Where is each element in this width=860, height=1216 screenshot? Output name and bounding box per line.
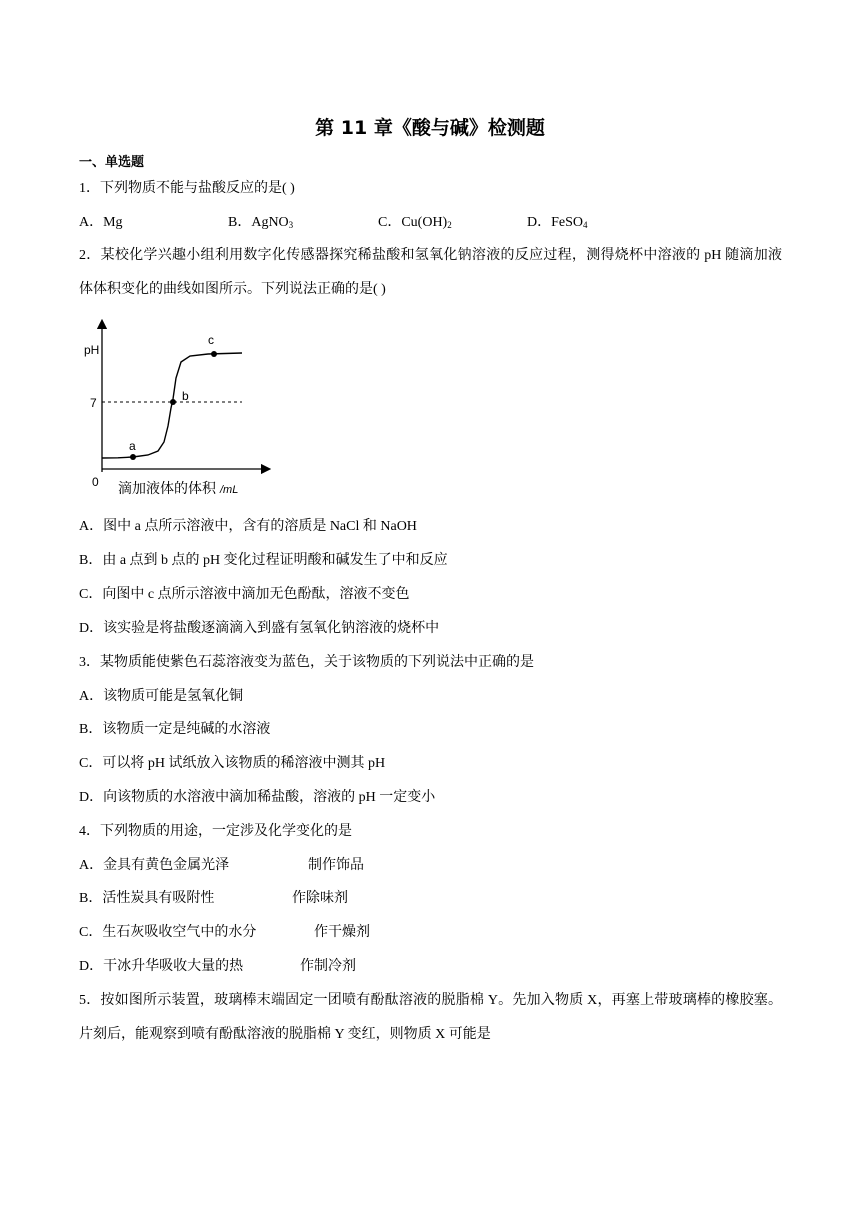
point-b-dot bbox=[170, 399, 176, 405]
question-4-stem: 4．下列物质的用途，一定涉及化学变化的是 bbox=[79, 824, 352, 839]
q4-option-d: D．干冰升华吸收大量的热 bbox=[79, 959, 244, 974]
point-b-label: b bbox=[182, 389, 189, 403]
q3-option-b: B．该物质一定是纯碱的水溶液 bbox=[79, 722, 271, 737]
q4-option-c-use: 作干燥剂 bbox=[314, 925, 370, 940]
q4-option-a: A．金具有黄色金属光泽 bbox=[79, 858, 230, 873]
question-3-stem: 3．某物质能使紫色石蕊溶液变为蓝色，关于该物质的下列说法中正确的是 bbox=[79, 655, 534, 670]
y-axis-label: pH bbox=[84, 343, 100, 357]
question-1-stem: 1．下列物质不能与盐酸反应的是( ) bbox=[79, 181, 295, 196]
section-heading: 一、单选题 bbox=[79, 155, 145, 170]
q1-option-c: C．$Cu(OH)_2$ bbox=[378, 215, 452, 230]
point-c-dot bbox=[211, 351, 217, 357]
question-5-stem: 5．按如图所示装置，玻璃棒末端固定一团喷有酚酞溶液的脱脂棉 Y。先加入物质 X，再塞上带玻璃棒的橡胶塞。片刻后，能观察到喷有酚酞溶液的脱脂棉 Y 变红，则物质 X 可能是 bbox=[79, 993, 782, 1042]
ph-titration-graph bbox=[78, 316, 278, 500]
q4-option-c: C．生石灰吸收空气中的水分 bbox=[79, 925, 257, 940]
q1-option-b: B．AgNO$_3$ bbox=[228, 215, 294, 230]
ph-curve bbox=[102, 353, 242, 458]
y-tick-7: 7 bbox=[90, 396, 97, 410]
q4-option-b-use: 作除味剂 bbox=[292, 891, 348, 906]
point-a-dot bbox=[130, 454, 136, 460]
q3-option-d: D．向该物质的水溶液中滴加稀盐酸，溶液的 pH 一定变小 bbox=[79, 790, 436, 805]
q1-option-a: A．Mg bbox=[79, 215, 123, 230]
q3-option-a: A．该物质可能是氢氧化铜 bbox=[79, 689, 244, 704]
point-a-label: a bbox=[129, 439, 136, 453]
q4-option-d-use: 作制冷剂 bbox=[300, 959, 356, 974]
page-title: 第 11 章《酸与碱》检测题 bbox=[315, 117, 545, 139]
q2-option-c: C．向图中 c 点所示溶液中滴加无色酚酞，溶液不变色 bbox=[79, 587, 410, 602]
x-axis-label: 滴加液体的体积 /mL bbox=[118, 481, 239, 497]
q4-option-b: B．活性炭具有吸附性 bbox=[79, 891, 215, 906]
q3-option-c: C．可以将 pH 试纸放入该物质的稀溶液中测其 pH bbox=[79, 756, 386, 771]
question-2-stem: 2．某校化学兴趣小组利用数字化传感器探究稀盐酸和氢氧化钠溶液的反应过程，测得烧杯中溶液的 pH 随滴加液体体积变化的曲线如图所示。下列说法正确的是( ) bbox=[79, 248, 782, 297]
q2-option-b: B．由 a 点到 b 点的 pH 变化过程证明酸和碱发生了中和反应 bbox=[79, 553, 448, 568]
origin-label: 0 bbox=[92, 475, 99, 489]
q2-option-a: A．图中 a 点所示溶液中，含有的溶质是 NaCl 和 NaOH bbox=[79, 519, 417, 534]
q2-option-d: D．该实验是将盐酸逐滴滴入到盛有氢氧化钠溶液的烧杯中 bbox=[79, 621, 440, 636]
point-c-label: c bbox=[208, 333, 214, 347]
q4-option-a-use: 制作饰品 bbox=[308, 858, 364, 873]
q1-option-d: D．FeSO$_4$ bbox=[527, 215, 588, 230]
